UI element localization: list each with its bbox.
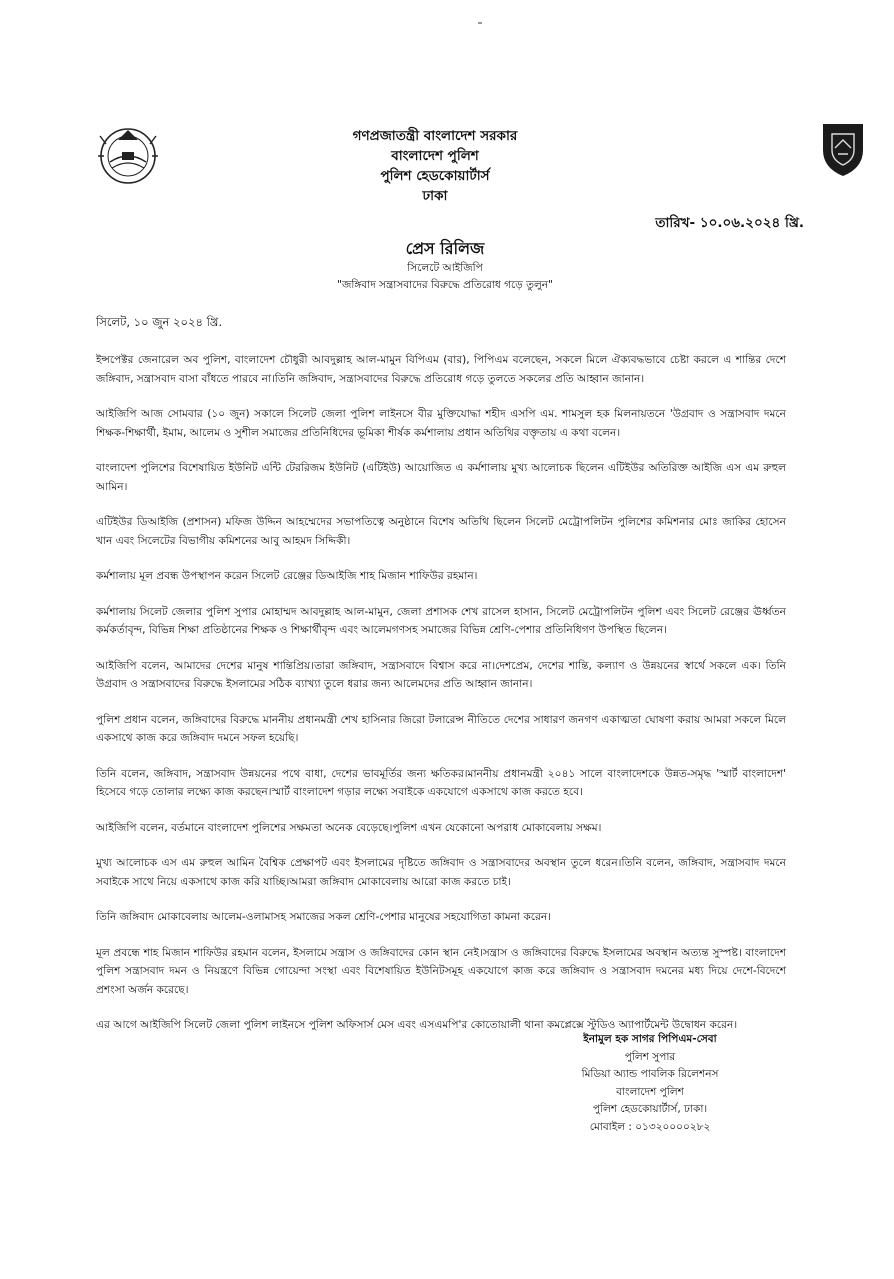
paragraph: তিনি বলেন, জঙ্গিবাদ, সন্ত্রাসবাদ উন্নয়নের পথে বাধা, দেশের ভাবমূর্তির জন্য ক্ষতিকর।মাননীয় প্রধানমন্ত্রী ২০৪১ সালে বাংলাদেশকে উন্নত-সমৃদ্ধ 'স্মার্ট বাংলাদেশ' হিসেবে গড়ে তোলার লক্ষ্যে কাজ করছেন।স্মার্ট বাংলাদেশ গড়ার লক্ষ্যে সবাইকে একযোগে একসাথে কাজ করতে হবে। — [96, 767, 786, 798]
release-title: প্রেস রিলিজ — [405, 239, 485, 258]
paragraph: আইজিপি বলেন, আমাদের দেশের মানুষ শান্তিপ্রিয়।তারা জঙ্গিবাদ, সন্ত্রাসবাদে বিশ্বাস করে না।দেশপ্রেম, দেশের শান্তি, কল্যাণ ও উন্নয়নের স্বার্থে সকলে এক। তিনি উগ্রবাদ ও সন্ত্রাসবাদের বিরুদ্ধে ইসলামের সঠিক ব্যাখ্যা তুলে ধরার জন্য আলেমদের প্রতি আহ্বান জানান। — [96, 659, 786, 690]
government-name: গণপ্রজাতন্ত্রী বাংলাদেশ সরকার — [352, 128, 518, 144]
signatory-title: পুলিশ সুপার — [624, 1050, 676, 1063]
paragraph: মূল প্রবন্ধে শাহ মিজান শাফিউর রহমান বলেন, ইসলামে সন্ত্রাস ও জঙ্গিবাদের কোন স্থান নেই।সন্ত্রাস ও জঙ্গিবাদের বিরুদ্ধে ইসলামের অবস্থান অত্যন্ত সুস্পষ্ট। বাংলাদেশ পুলিশ সন্ত্রাসবাদ দমন ও নিয়ন্ত্রণে বিভিন্ন গোয়েন্দা সংস্থা এবং বিশেষায়িত ইউনিটসমূহ একযোগে কাজ করে জঙ্গিবাদ ও সন্ত্রাসবাদ দমনের মধ্য দিয়ে দেশে-বিদেশে প্রশংসা অর্জন করেছে। — [96, 946, 786, 996]
release-tagline: "জঙ্গিবাদ সন্ত্রাসবাদের বিরুদ্ধে প্রতিরোধ গড়ে তুলুন" — [337, 279, 553, 291]
paragraph: পুলিশ প্রধান বলেন, জঙ্গিবাদের বিরুদ্ধে মাননীয় প্রধানমন্ত্রী শেখ হাসিনার জিরো টলারেন্স নীতিতে দেশের সাধারণ জনগণ একাত্মতা ঘোষণা করায় আমরা সকলে মিলে একসাথে কাজ করে জঙ্গিবাদ দমনে সফল হয়েছি। — [96, 713, 786, 744]
signatory-office: পুলিশ হেডকোয়ার্টার্স, ঢাকা। — [592, 1103, 708, 1116]
office-name: পুলিশ হেডকোয়ার্টার্স — [380, 168, 490, 184]
signatory-name: ইনামুল হক সাগর পিপিএম-সেবা — [583, 1033, 717, 1045]
paragraph: ইন্সপেক্টর জেনারেল অব পুলিশ, বাংলাদেশ চৌধুরী আবদুল্লাহ আল-মামুন বিপিএম (বার), পিপিএম বলেছেন, সকলে মিলে ঐক্যবদ্ধভাবে চেষ্টা করলে এ শান্তির দেশে জঙ্গিবাদ, সন্ত্রাসবাদ বাসা বাঁধতে পারবে না।তিনি জঙ্গিবাদ, সন্ত্রাসবাদের বিরুদ্ধে প্রতিরোধ গড়ে তুলতে সকলের প্রতি আহ্বান জানান। — [96, 354, 786, 385]
signature-block — [560, 1031, 740, 1137]
department-name: বাংলাদেশ পুলিশ — [391, 148, 479, 164]
signatory-phone: মোবাইল : ০১৩২০০০০২৮২ — [589, 1120, 711, 1133]
paragraph: তিনি জঙ্গিবাদ মোকাবেলায় আলেম-ওলামাসহ সমাজের সকল শ্রেণি-পেশার মানুষের সহযোগিতা কামনা করেন। — [96, 911, 551, 923]
government-emblem-icon — [96, 122, 160, 186]
release-heading — [300, 238, 590, 294]
signatory-unit: মিডিয়া অ্যান্ড পাবলিক রিলেশনস — [581, 1068, 719, 1081]
paragraph: বাংলাদেশ পুলিশের বিশেষায়িত ইউনিট এন্টি টেররিজম ইউনিট (এটিইউ) আয়োজিত এ কর্মশালায় মুখ্য আলোচক ছিলেন এটিইউর অতিরিক্ত আইজি এস এম রুহুল আমিন। — [96, 462, 786, 493]
release-body — [96, 314, 786, 1052]
document-date: তারিখ- ১০.০৬.২০২৪ খ্রি. — [655, 215, 804, 231]
letterhead — [300, 126, 570, 206]
paragraph: মুখ্য আলোচক এস এম রুহুল আমিন বৈশ্বিক প্রেক্ষাপট এবং ইসলামের দৃষ্টিতে জঙ্গিবাদ ও সন্ত্রাসবাদের অবস্থান তুলে ধরেন।তিনি বলেন, জঙ্গিবাদ, সন্ত্রাসবাদ দমনে সবাইকে সাথে নিয়ে একসাথে কাজ করি যাচ্ছি।আমরা জঙ্গিবাদ মোকাবেলায় আরো কাজ করতে চাই। — [96, 857, 786, 888]
paragraph: কর্মশালায় সিলেট জেলার পুলিশ সুপার মোহাম্মদ আবদুল্লাহ আল-মামুন, জেলা প্রশাসক শেখ রাসেল হাসান, সিলেট মেট্রোপলিটন পুলিশ এবং সিলেট রেঞ্জের ঊর্ধ্বতন কর্মকর্তাবৃন্দ, বিভিন্ন শিক্ষা প্রতিষ্ঠানের শিক্ষক ও শিক্ষার্থীবৃন্দ এবং আলেমগণসহ সমাজের বিভিন্ন শ্রেণি-পেশার প্রতিনিধিগণ উপস্থিত ছিলেন। — [96, 605, 786, 636]
city-name: ঢাকা — [422, 188, 448, 204]
release-subtitle: সিলেটে আইজিপি — [407, 262, 483, 274]
paragraph: আইজিপি বলেন, বর্তমানে বাংলাদেশ পুলিশের সক্ষমতা অনেক বেড়েছে।পুলিশ এখন যেকোনো অপরাধ মোকাবেলায় সক্ষম। — [96, 821, 602, 834]
place-date-line: সিলেট, ১০ জুন ২০২৪ খ্রি. — [96, 315, 223, 329]
paragraph: এটিইউর ডিআইজি (প্রশাসন) মফিজ উদ্দিন আহম্মেদের সভাপতিত্বে অনুষ্ঠানে বিশেষ অতিথি ছিলেন সিলেট মেট্রোপলিটন পুলিশের কমিশনার মোঃ জাকির হোসেন খান এবং সিলেটের বিভাগীয় কমিশনের আবু আহমদ সিদ্দিকী। — [96, 516, 786, 547]
paragraph: কর্মশালায় মূল প্রবন্ধ উপস্থাপন করেন সিলেট রেঞ্জের ডিআইজি শাহ মিজান শাফিউর রহমান। — [96, 570, 478, 582]
police-crest-icon — [820, 120, 866, 178]
paragraph: আইজিপি আজ সোমবার (১০ জুন) সকালে সিলেট জেলা পুলিশ লাইনসে বীর মুক্তিযোদ্ধা শহীদ এসপি এম. শামসুল হক মিলনায়তনে 'উগ্রবাদ ও সন্ত্রাসবাদ দমনে শিক্ষক-শিক্ষার্থী, ইমাম, আলেম ও সুশীল সমাজের প্রতিনিধিদের ভূমিকা শীর্ষক কর্মশালায় প্রধান অতিথির বক্তৃতায় এ কথা বলেন। — [96, 408, 786, 439]
scan-mark — [478, 22, 482, 24]
signatory-organization: বাংলাদেশ পুলিশ — [616, 1085, 684, 1098]
paragraph: এর আগে আইজিপি সিলেট জেলা পুলিশ লাইনসে পুলিশ অফিসার্স মেস এবং এসএমপি'র কোতোয়ালী থানা কমপ্লেক্সে স্টুডিও অ্যাপার্টমেন্ট উদ্বোধন করেন। — [96, 1019, 738, 1031]
